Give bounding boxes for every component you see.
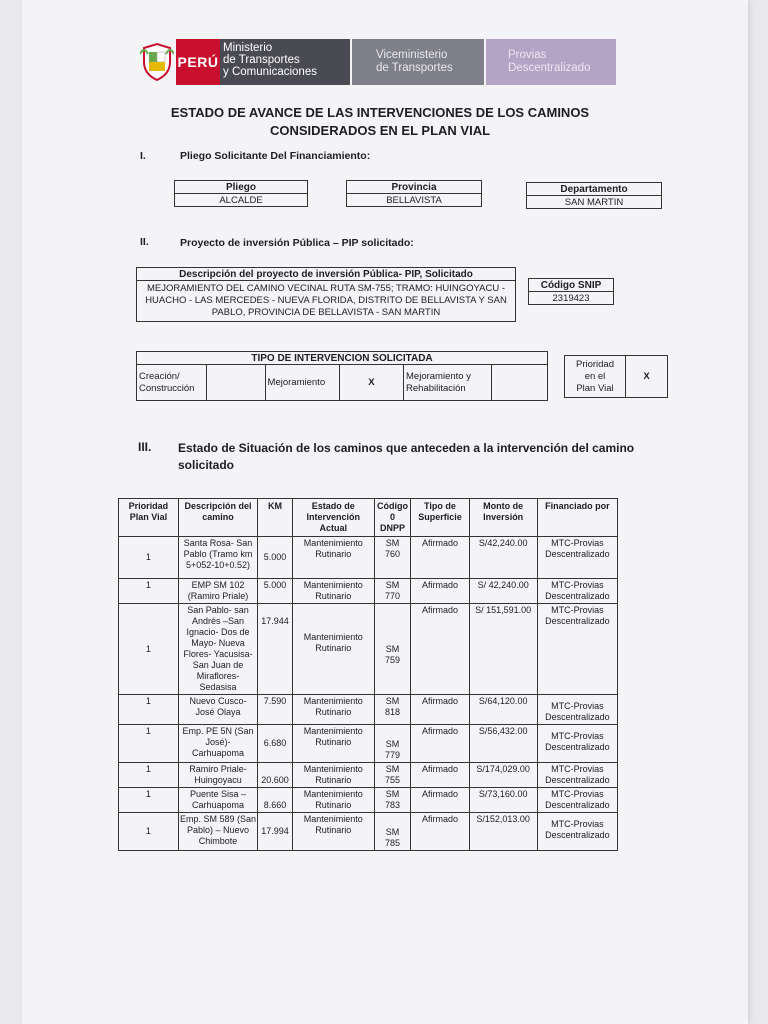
snip-value: 2319423	[529, 292, 614, 305]
section-1-number: I.	[140, 150, 146, 162]
table-row: 1 San Pablo- san Andrés –San Ignacio- Dos de Mayo- Nueva Flores- Yacusisa- San Juan de Miraflores- Sedasisa 17.944 Mantenimiento Rutinario SM 759 Afirmado S/ 151,591.00 MTC-Provias Descentralizado	[119, 604, 618, 695]
departamento-label: Departamento	[527, 183, 662, 196]
prioridad-table	[564, 355, 668, 398]
road-status-table	[118, 498, 618, 851]
col-estado: Estado de Intervención Actual	[292, 499, 374, 537]
pliego-value: ALCALDE	[175, 194, 308, 207]
prioridad-label: Prioridad en el Plan Vial	[565, 356, 626, 398]
pip-description-table	[136, 267, 516, 322]
snip-table	[528, 278, 614, 305]
mejoramiento-rehabilitacion-mark	[491, 365, 547, 401]
table-row: 1 Emp. SM 589 (San Pablo) – Nuevo Chimbote 17.994 Mantenimiento Rutinario SM 785 Afirmado S/152,013.00 MTC-Provias Descentralizado	[119, 813, 618, 851]
table-row: 1 Emp. PE 5N (San José)- Carhuapoma 6.680 Mantenimiento Rutinario SM 779 Afirmado S/56,432.00 MTC-Provias Descentralizado	[119, 725, 618, 763]
departamento-value: SAN MARTIN	[527, 196, 662, 209]
intervention-type-header: TIPO DE INTERVENCION SOLICITADA	[137, 352, 548, 365]
pip-description-header: Descripción del proyecto de inversión Pública- PIP, Solicitado	[137, 268, 516, 281]
mejoramiento-mark: X	[339, 365, 403, 401]
col-financiado: Financiado por	[537, 499, 617, 537]
section-3-number: III.	[138, 440, 152, 454]
creacion-mark	[207, 365, 265, 401]
section-3-title: Estado de Situación de los caminos que anteceden a la intervención del camino solicitado	[178, 441, 635, 472]
table-header-row	[119, 499, 618, 537]
viceministerio-banner: Viceministerio de Transportes	[352, 39, 484, 85]
intervention-type-table	[136, 351, 548, 401]
prioridad-mark: X	[626, 356, 668, 398]
ministerio-banner: Ministerio de Transportes y Comunicaciones	[220, 39, 350, 85]
pip-description-text: MEJORAMIENTO DEL CAMINO VECINAL RUTA SM-755; TRAMO: HUINGOYACU - HUACHO - LAS MERCEDES - NUEVA FLORIDA, DISTRITO DE BELLAVISTA Y SAN PABLO, PROVINCIA DE BELLAVISTA - SAN MARTIN	[137, 281, 516, 322]
mejoramiento-label: Mejoramiento	[265, 365, 339, 401]
provincia-table	[346, 180, 482, 207]
snip-label: Código SNIP	[529, 279, 614, 292]
peru-coat-of-arms-icon	[140, 42, 174, 82]
table-row: 1 Nuevo Cusco- José Olaya 7.590 Mantenimiento Rutinario SM 818 Afirmado S/64,120.00 MTC-Provias Descentralizado	[119, 695, 618, 725]
section-2-title: Proyecto de inversión Pública – PIP solicitado:	[180, 237, 414, 249]
col-prioridad: Prioridad Plan Vial	[119, 499, 179, 537]
section-2-number: II.	[140, 236, 149, 248]
col-monto: Monto de Inversión	[469, 499, 537, 537]
peru-logo: PERÚ	[176, 39, 220, 85]
table-row: 1 Ramiro Priale- Huingoyacu 20.600 Mantenimiento Rutinario SM 755 Afirmado S/174,029.00 MTC-Provias Descentralizado	[119, 763, 618, 788]
table-row: 1 Puente Sisa – Carhuapoma 8.660 Mantenimiento Rutinario SM 783 Afirmado S/73,160.00 MTC-Provias Descentralizado	[119, 788, 618, 813]
col-codigo: Código 0 DNPP	[374, 499, 411, 537]
table-row: 1 Santa Rosa- San Pablo (Tramo km 5+052-10+0.52) 5.000 Mantenimiento Rutinario SM 760 Afirmado S/42,240.00 MTC-Provias Descentralizado	[119, 537, 618, 579]
document-title: ESTADO DE AVANCE DE LAS INTERVENCIONES DE LOS CAMINOS CONSIDERADOS EN EL PLAN VIAL	[170, 105, 590, 138]
provincia-label: Provincia	[347, 181, 482, 194]
col-descripcion: Descripción del camino	[178, 499, 257, 537]
section-1-title: Pliego Solicitante Del Financiamiento:	[180, 150, 371, 162]
table-row: 1 EMP SM 102 (Ramiro Priale) 5.000 Mantenimiento Rutinario SM 770 Afirmado S/ 42,240.00 MTC-Provias Descentralizado	[119, 579, 618, 604]
col-superficie: Tipo de Superficie	[411, 499, 469, 537]
pliego-label: Pliego	[175, 181, 308, 194]
pliego-table	[174, 180, 308, 207]
creacion-label: Creación/ Construcción	[137, 365, 207, 401]
col-km: KM	[258, 499, 293, 537]
mejoramiento-rehabilitacion-label: Mejoramiento y Rehabilitación	[404, 365, 492, 401]
provias-banner: Provias Descentralizado	[486, 39, 616, 85]
departamento-table	[526, 182, 662, 209]
provincia-value: BELLAVISTA	[347, 194, 482, 207]
